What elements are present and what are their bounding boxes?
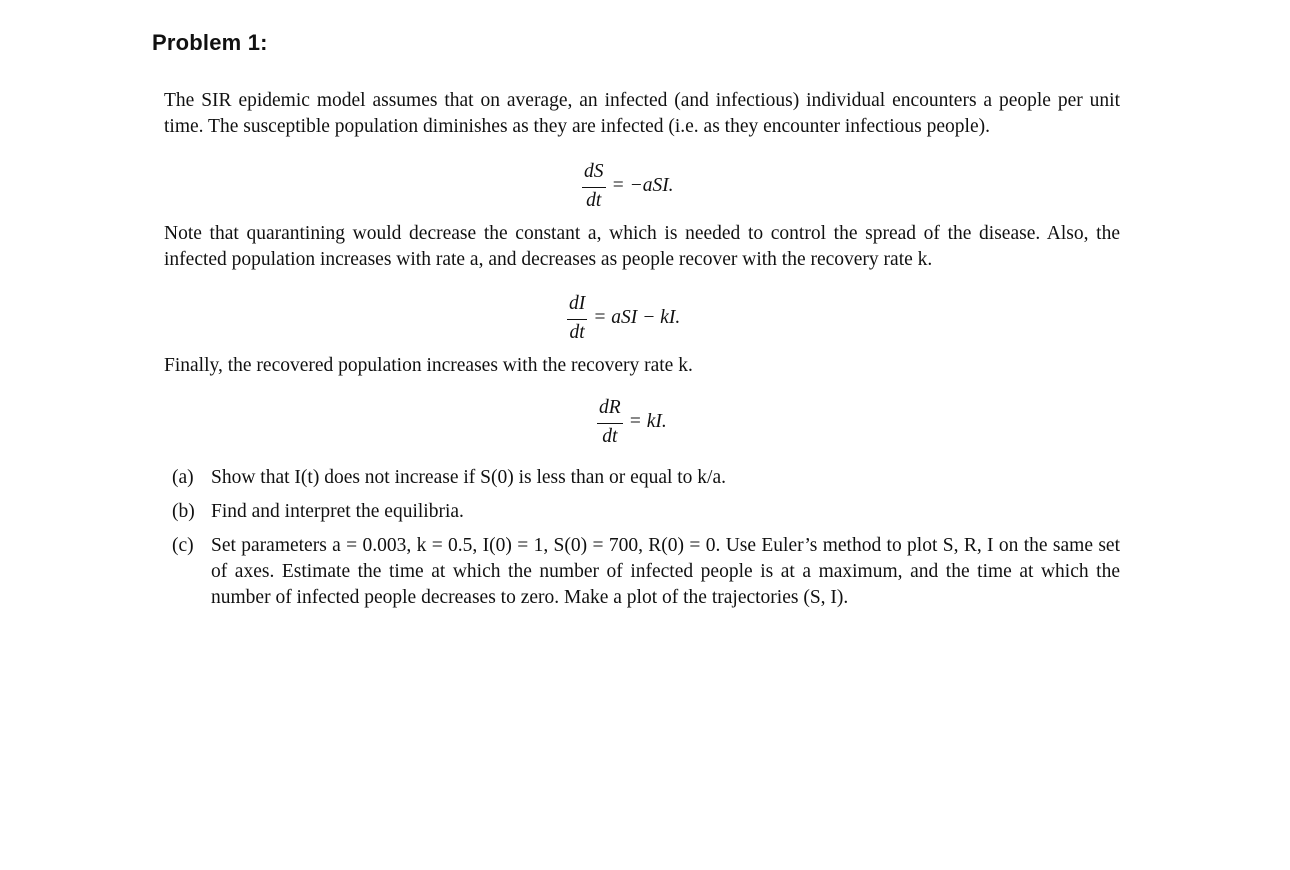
fraction-bar <box>567 319 587 320</box>
problem-heading: Problem 1: <box>152 30 268 55</box>
problem-part-c <box>172 533 1120 611</box>
equation-rhs: = kI. <box>628 411 667 432</box>
fraction <box>597 398 623 446</box>
part-text: Show that I(t) does not increase if S(0) is less than or equal to k/a. <box>211 467 727 488</box>
intro-paragraph: The SIR epidemic model assumes that on average, an infected (and infectious) individual encounters a people per unit time. The susceptible population diminishes as they are infected (i.e. as they encounter infectious people). <box>164 90 1120 137</box>
fraction-bar <box>582 187 606 188</box>
problem-parts-list <box>172 465 1120 619</box>
note-paragraph: Note that quarantining would decrease the constant a, which is needed to control the spread of the disease. Also, the infected population increases with rate a, and decreases as people recover with the recovery rate k. <box>164 223 1120 270</box>
equation-dr-dt <box>597 398 667 446</box>
part-label: (a) <box>172 467 194 488</box>
numerator: dI <box>569 293 586 314</box>
problem-part-a <box>172 465 1120 491</box>
equation-rhs: = −aSI. <box>611 175 674 196</box>
part-text: Set parameters a = 0.003, k = 0.5, I(0) = 1, S(0) = 700, R(0) = 0. Use Euler’s method to plot S, R, I on the same set of axes. Estimate the time at which the number of infected people is at a maximum, and the time at which the number of infected people decreases to zero. Make a plot of the trajectories (S, I). <box>211 535 1120 608</box>
equation-di-dt <box>567 294 680 342</box>
problem-part-b <box>172 499 1120 525</box>
part-text: Find and interpret the equilibria. <box>211 501 464 522</box>
part-label: (b) <box>172 501 195 522</box>
numerator: dR <box>599 397 621 418</box>
denominator: dt <box>586 190 602 211</box>
denominator: dt <box>569 322 585 343</box>
equation-ds-dt <box>582 162 674 210</box>
denominator: dt <box>602 426 618 447</box>
fraction <box>582 162 606 210</box>
part-label: (c) <box>172 535 194 556</box>
finally-paragraph: Finally, the recovered population increases with the recovery rate k. <box>164 355 693 376</box>
fraction-bar <box>597 423 623 424</box>
numerator: dS <box>584 161 604 182</box>
fraction <box>567 294 587 342</box>
equation-rhs: = aSI − kI. <box>593 307 681 328</box>
